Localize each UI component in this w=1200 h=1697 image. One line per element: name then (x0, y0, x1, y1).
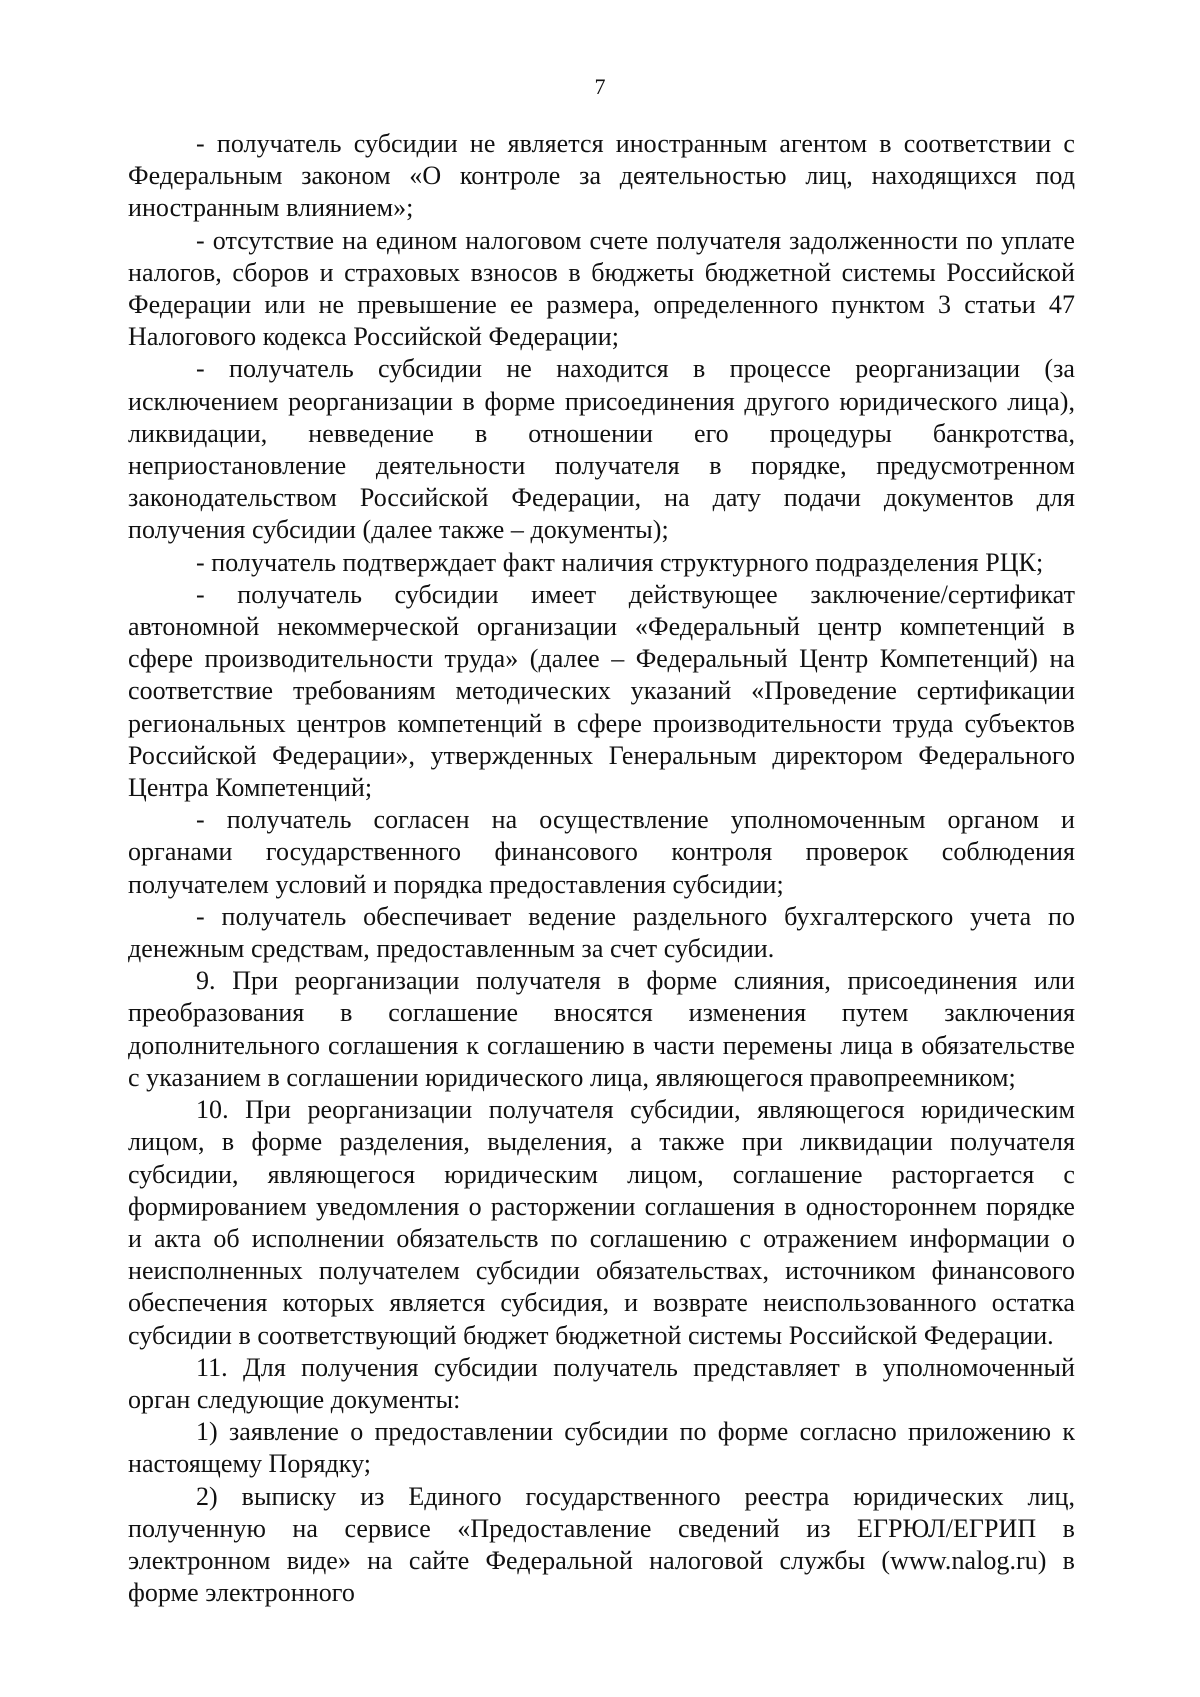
document-body (128, 128, 1075, 1609)
page-number: 7 (594, 74, 606, 99)
paragraph-tax-debt: - отсутствие на едином налоговом счете получателя задолженности по уплате налогов, сборов и страховых взносов в бюджеты бюджетной системы Российской Федерации или не превышение ее размера, определенного пунктом 3 статьи 47 Налогового кодекса Российской Федерации; (128, 225, 1075, 352)
paragraph-certificate: - получатель субсидии имеет действующее заключение/сертификат автономной некоммерческой организации «Федеральный центр компетенций в сфере производительности труда» (далее – Федеральный Центр Компетенций) на соответствие требованиям методических указаний «Проведение сертификации региональных центров компетенций в сфере производительности труда субъектов Российской Федерации», утвержденных Генеральным директором Федерального Центра Компетенций; (128, 579, 1075, 803)
paragraph-item-9: 9. При реорганизации получателя в форме слияния, присоединения или преобразования в соглашение вносятся изменения путем заключения дополнительного соглашения к соглашению в части перемены лица в обязательстве с указанием в соглашении юридического лица, являющегося правопреемником; (128, 966, 1075, 1092)
paragraph-foreign-agent: - получатель субсидии не является иностранным агентом в соответствии с Федеральным законом «О контроле за деятельностью лиц, находящихся под иностранным влиянием»; (128, 129, 1075, 223)
paragraph-item-10: 10. При реорганизации получателя субсидии, являющегося юридическим лицом, в форме разделения, выделения, а также при ликвидации получателя субсидии, являющегося юридическим лицом, соглашение расторгается с формированием уведомления о расторжении соглашения в одностороннем порядке и акта об исполнении обязательств по соглашению с отражением информации о неисполненных получателем субсидии обязательствах, источником финансового обеспечения которых является субсидия, и возврате неиспользованного остатка субсидии в соответствующий бюджет бюджетной системы Российской Федерации. (128, 1095, 1075, 1350)
paragraph-item-11-1: 1) заявление о предоставлении субсидии по форме согласно приложению к настоящему Порядку; (128, 1417, 1075, 1479)
paragraph-reorganization-status: - получатель субсидии не находится в процессе реорганизации (за исключением реорганизации в форме присоединения другого юридического лица), ликвидации, невведение в отношении его процедуры банкротства, неприостановление деятельности получателя в порядке, предусмотренном законодательством Российской Федерации, на дату подачи документов для получения субсидии (далее также – документы); (128, 354, 1075, 545)
paragraph-item-11-2: 2) выписку из Единого государственного реестра юридических лиц, полученную на сервисе «Предоставление сведений из ЕГРЮЛ/ЕГРИП в электронном виде» на сайте Федеральной налоговой службы (www.nalog.ru) в форме электронного (128, 1481, 1075, 1608)
paragraph-separate-accounting: - получатель обеспечивает ведение раздельного бухгалтерского учета по денежным средствам, предоставленным за счет субсидии. (128, 901, 1075, 964)
paragraph-item-11: 11. Для получения субсидии получатель представляет в уполномоченный орган следующие документы: (128, 1352, 1075, 1414)
paragraph-control-consent: - получатель согласен на осуществление уполномоченным органом и органами государственного финансового контроля проверок соблюдения получателем условий и порядка предоставления субсидии; (128, 805, 1075, 899)
paragraph-rck-unit: - получатель подтверждает факт наличия структурного подразделения РЦК; (196, 547, 1044, 577)
